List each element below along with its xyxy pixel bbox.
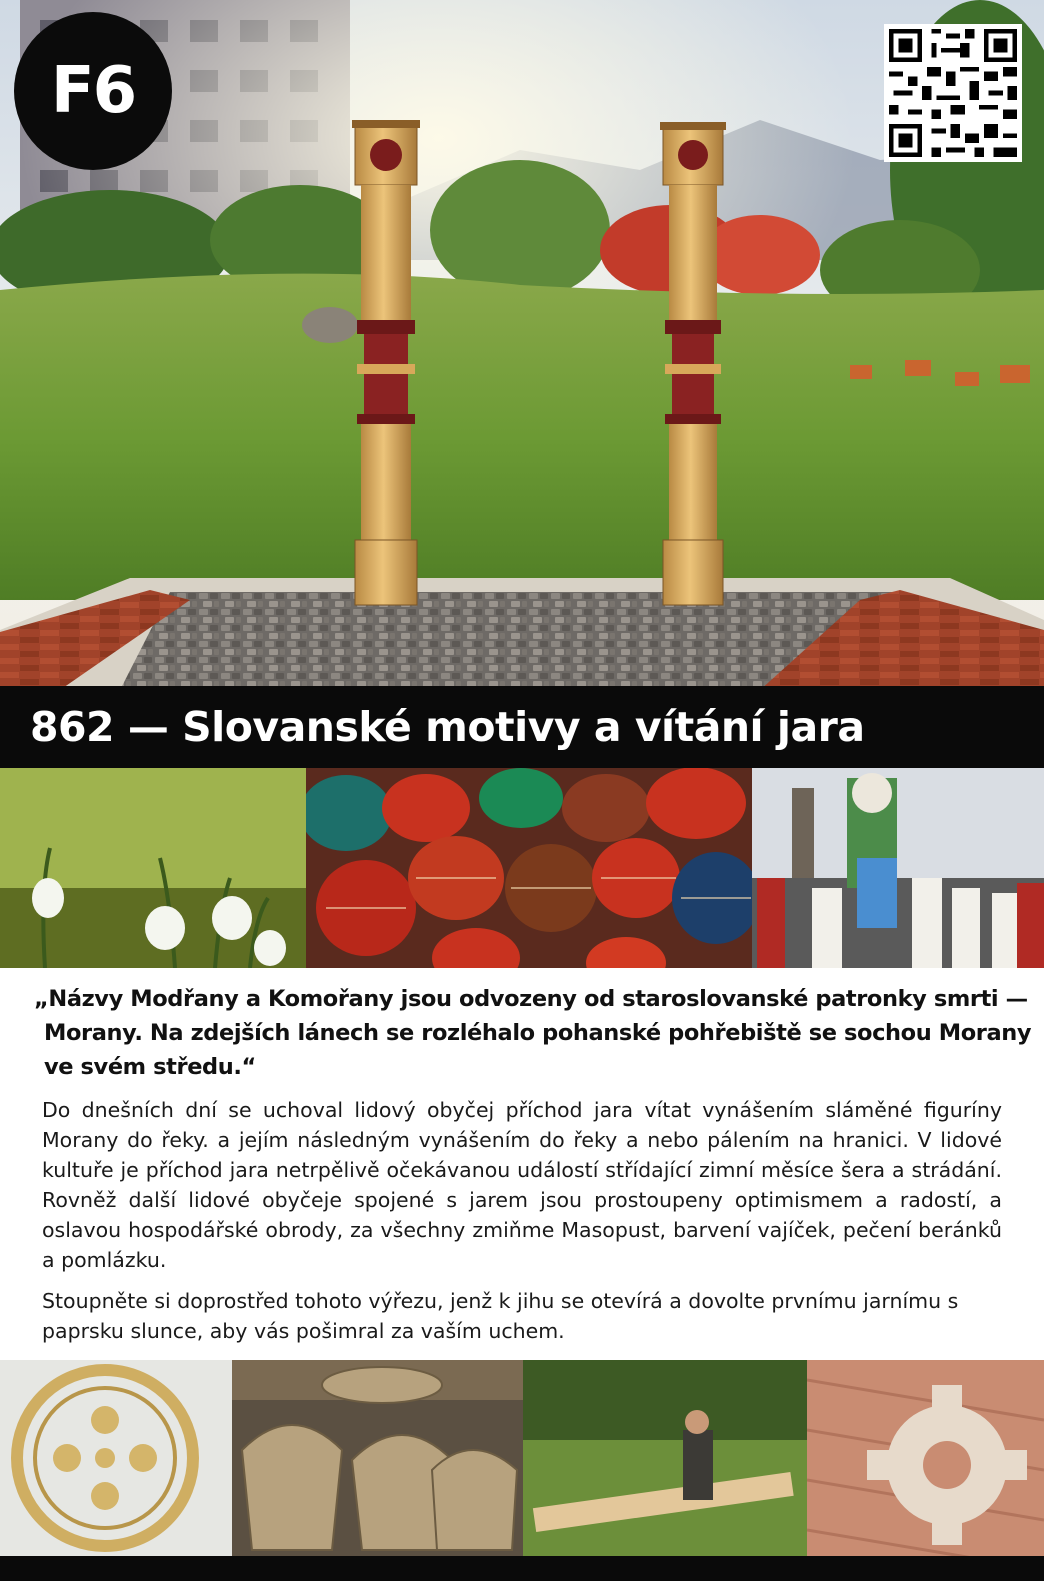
section-badge xyxy=(14,12,172,170)
woodcarver-photo xyxy=(523,1360,807,1556)
wicker-baskets-photo xyxy=(232,1360,523,1556)
top-photo-strip xyxy=(0,768,1044,968)
page-title: 862 — Slovanské motivy a vítání jara xyxy=(30,703,865,751)
brick-sun-symbol-photo xyxy=(807,1360,1044,1556)
qr-code-icon xyxy=(884,24,1022,162)
bottom-photo-strip xyxy=(0,1360,1044,1556)
slavic-pendant-photo xyxy=(0,1360,232,1556)
body-paragraph-2: Stoupněte si doprostřed tohoto výřezu, jenž k jihu se otevírá a dovolte prvnímu jarnímu s paprsku slunce, aby vás pošimral za vaším uchem. xyxy=(42,1289,959,1343)
body-paragraph-1: Do dnešních dní se uchoval lidový obyčej příchod jara vítat vynášením sláměné figuríny Morany do řeky. a jejím následným vynášením do řeky a nebo pálením na hranici. V lidové kultuře je příchod jara netrpělivě očekávanou událostí střídající zimní měsíce šera a strádání. Rovněž další lidové obyčeje spojené s jarem jsou prostoupeny optimismem a radostí, a oslavou hospodářské obrody, za všechny zmiňme Masopust, barvení vajíček, pečení beránků a pomlázku. xyxy=(42,1098,1002,1272)
snowdrops-photo xyxy=(0,768,306,968)
title-bar xyxy=(0,686,1044,768)
qr-code[interactable] xyxy=(884,24,1022,162)
hero-illustration xyxy=(0,0,1044,690)
footer-bar xyxy=(0,1556,1044,1581)
morana-procession-photo xyxy=(752,768,1044,968)
intro-quote: „Názvy Modřany a Komořany jsou odvozeny od staroslovanské patronky smrti — Morany. Na zdejších lánech se rozléhalo pohanské pohřebiště se sochou Morany ve svém středu.“ xyxy=(34,986,1032,1080)
easter-eggs-photo xyxy=(306,768,752,968)
section-badge-label: F6 xyxy=(50,54,136,128)
